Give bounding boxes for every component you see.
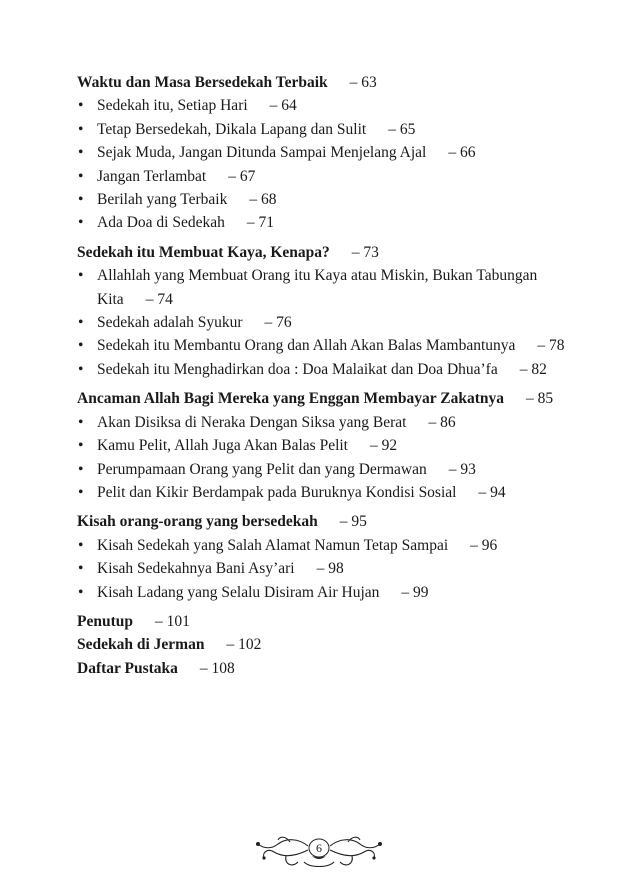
item-page: – 86 [428,413,456,431]
item-text: Sejak Muda, Jangan Ditunda Sampai Menjelang Ajal [97,144,427,162]
item-text: Sedekah adalah Syukur [97,314,243,332]
item-page: – 66 [448,144,476,162]
page-footer [0,832,638,872]
item-page: – 67 [228,167,256,185]
section-heading [77,387,577,410]
item-text: Berilah yang Terbaik [97,191,228,209]
item-text: Kisah Sedekah yang Salah Alamat Namun Tetap Sampai [97,536,449,554]
item-page: – 94 [478,483,506,501]
list-item [77,411,577,434]
list-item [77,118,577,141]
item-text: Perumpamaan Orang yang Pelit dan yang Dermawan [97,460,427,478]
item-page: – 82 [519,360,547,378]
item-text: Allahlah yang Membuat Orang itu Kaya atau Miskin, Bukan Tabungan Kita [97,267,538,308]
item-text: Kamu Pelit, Allah Juga Akan Balas Pelit [97,437,348,455]
section-page: – 63 [349,74,377,91]
item-text: Sedekah itu Membantu Orang dan Allah Akan Balas Mambantunya [97,337,516,355]
closing-entry [77,657,577,680]
section-page: – 95 [339,513,367,531]
item-page: – 76 [264,314,292,332]
item-page: – 78 [537,337,565,355]
list-item [77,211,577,234]
list-item [77,434,577,457]
item-page: – 99 [401,583,429,601]
item-page: – 74 [145,290,173,308]
toc-closing [77,610,577,680]
item-page: – 92 [370,437,398,455]
closing-page: – 108 [199,659,235,677]
list-item [77,358,577,381]
toc-section [77,241,577,381]
item-text: Sedekah itu, Setiap Hari [97,97,248,115]
toc-section [77,387,577,504]
list-item [77,264,577,311]
item-text: Ada Doa di Sedekah [97,214,225,232]
list-item [77,94,577,117]
item-text: Jangan Terlambat [97,167,207,185]
closing-page: – 102 [226,636,262,654]
closing-title: Daftar Pustaka [77,659,178,677]
item-page: – 64 [269,97,297,115]
list-item [77,534,577,557]
toc-section [77,71,577,235]
item-text: Akan Disiksa di Neraka Dengan Siksa yang Berat [97,413,407,431]
list-item [77,311,577,334]
closing-entry [77,633,577,656]
item-page: – 65 [388,120,416,138]
list-item [77,165,577,188]
item-page: – 96 [470,536,498,554]
item-page: – 68 [249,191,277,209]
list-item [77,557,577,580]
list-item [77,458,577,481]
item-text: Pelit dan Kikir Berdampak pada Buruknya Kondisi Sosial [97,483,457,501]
item-page: – 93 [448,460,476,478]
section-title: Ancaman Allah Bagi Mereka yang Enggan Membayar Zakatnya [77,390,505,408]
section-title: Waktu dan Masa Bersedekah Terbaik [77,74,328,91]
section-title: Sedekah itu Membuat Kaya, Kenapa? [77,243,330,261]
closing-title: Sedekah di Jerman [77,636,205,654]
item-text: Kisah Ladang yang Selalu Disiram Air Hujan [97,583,380,601]
table-of-contents [77,71,577,686]
item-text: Sedekah itu Menghadirkan doa : Doa Malaikat dan Doa Dhua’fa [97,360,498,378]
item-text: Tetap Bersedekah, Dikala Lapang dan Sulit [97,120,367,138]
item-text: Kisah Sedekahnya Bani Asy’ari [97,560,295,578]
section-heading [77,71,577,94]
item-page: – 71 [246,214,274,232]
section-page: – 73 [351,243,379,261]
section-page: – 85 [526,390,554,408]
section-title: Kisah orang-orang yang bersedekah [77,513,318,531]
page-number: 6 [316,841,322,855]
closing-title: Penutup [77,612,133,630]
toc-section [77,510,577,604]
list-item [77,188,577,211]
item-page: – 98 [316,560,344,578]
closing-entry [77,610,577,633]
list-item [77,141,577,164]
section-heading [77,241,577,264]
list-item [77,481,577,504]
list-item [77,581,577,604]
section-heading [77,510,577,533]
list-item [77,334,577,357]
closing-page: – 101 [155,612,190,630]
